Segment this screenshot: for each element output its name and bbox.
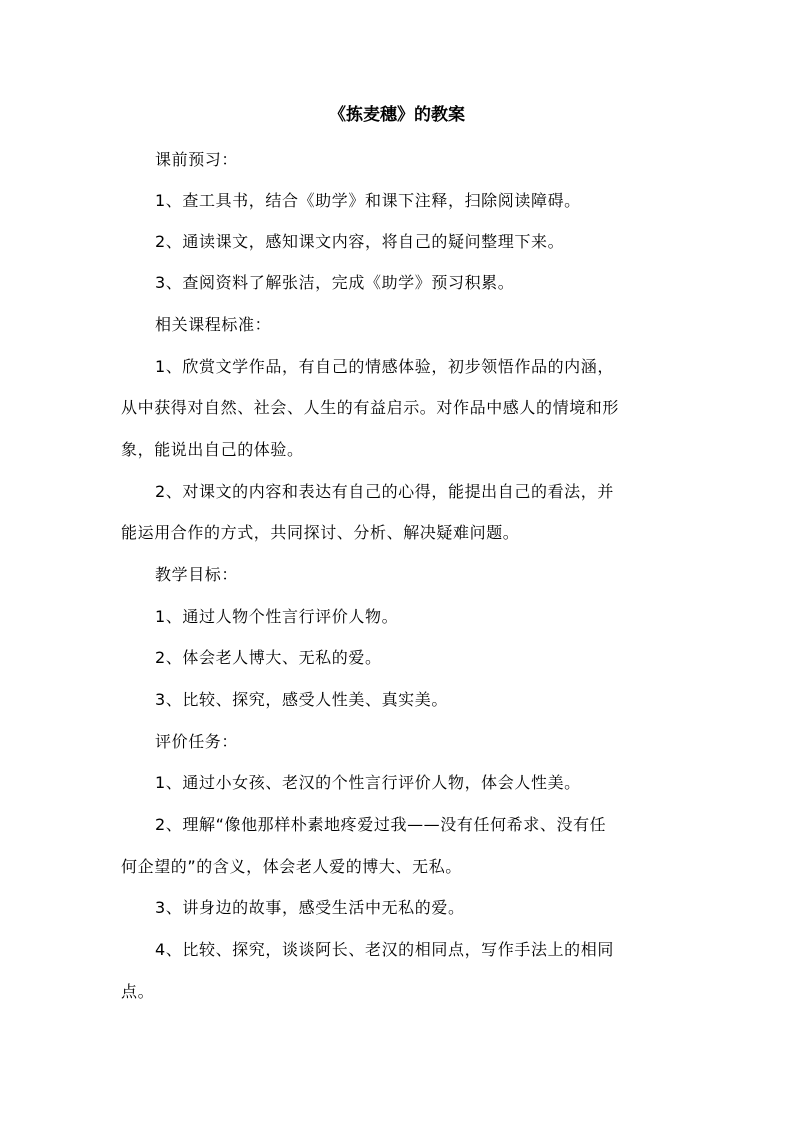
paragraph-line: 从中获得对自然、社会、人生的有益启示。对作品中感人的情境和形 [121,398,620,417]
paragraph-line: 能运用合作的方式，共同探讨、分析、解决疑难问题。 [121,523,520,542]
section-heading-standards: 相关课程标准： [155,315,272,334]
paragraph-line: 1、查工具书，结合《助学》和课下注释，扫除阅读障碍。 [155,191,581,210]
section-heading-goals: 教学目标： [155,565,239,584]
paragraph-line: 1、欣赏文学作品，有自己的情感体验，初步领悟作品的内涵， [155,357,614,376]
paragraph-line: 2、体会老人博大、无私的爱。 [155,648,382,667]
paragraph-line: 2、通读课文，感知课文内容，将自己的疑问整理下来。 [155,232,565,251]
paragraph-line: 3、讲身边的故事，感受生活中无私的爱。 [155,898,465,917]
paragraph-line: 3、查阅资料了解张洁，完成《助学》预习积累。 [155,273,515,292]
paragraph-line: 2、对课文的内容和表达有自己的心得，能提出自己的看法，并 [155,482,614,501]
paragraph-line: 1、通过小女孩、老汉的个性言行评价人物，体会人性美。 [155,773,581,792]
section-heading-tasks: 评价任务： [155,732,239,751]
paragraph-line: 3、比较、探究，感受人性美、真实美。 [155,690,448,709]
paragraph-line: 1、通过人物个性言行评价人物。 [155,607,399,626]
paragraph-line: 点。 [121,982,155,1001]
paragraph-line: 何企望的”的含义，体会老人爱的博大、无私。 [121,857,462,876]
paragraph-line: 象，能说出自己的体验。 [121,440,304,459]
paragraph-line: 2、理解“像他那样朴素地疼爱过我——没有任何希求、没有任 [155,815,607,834]
paragraph-line: 4、比较、探究，谈谈阿长、老汉的相同点，写作手法上的相同 [155,940,614,959]
document-title: 《拣麦穗》的教案 [329,105,465,125]
section-heading-preview: 课前预习： [155,150,239,169]
